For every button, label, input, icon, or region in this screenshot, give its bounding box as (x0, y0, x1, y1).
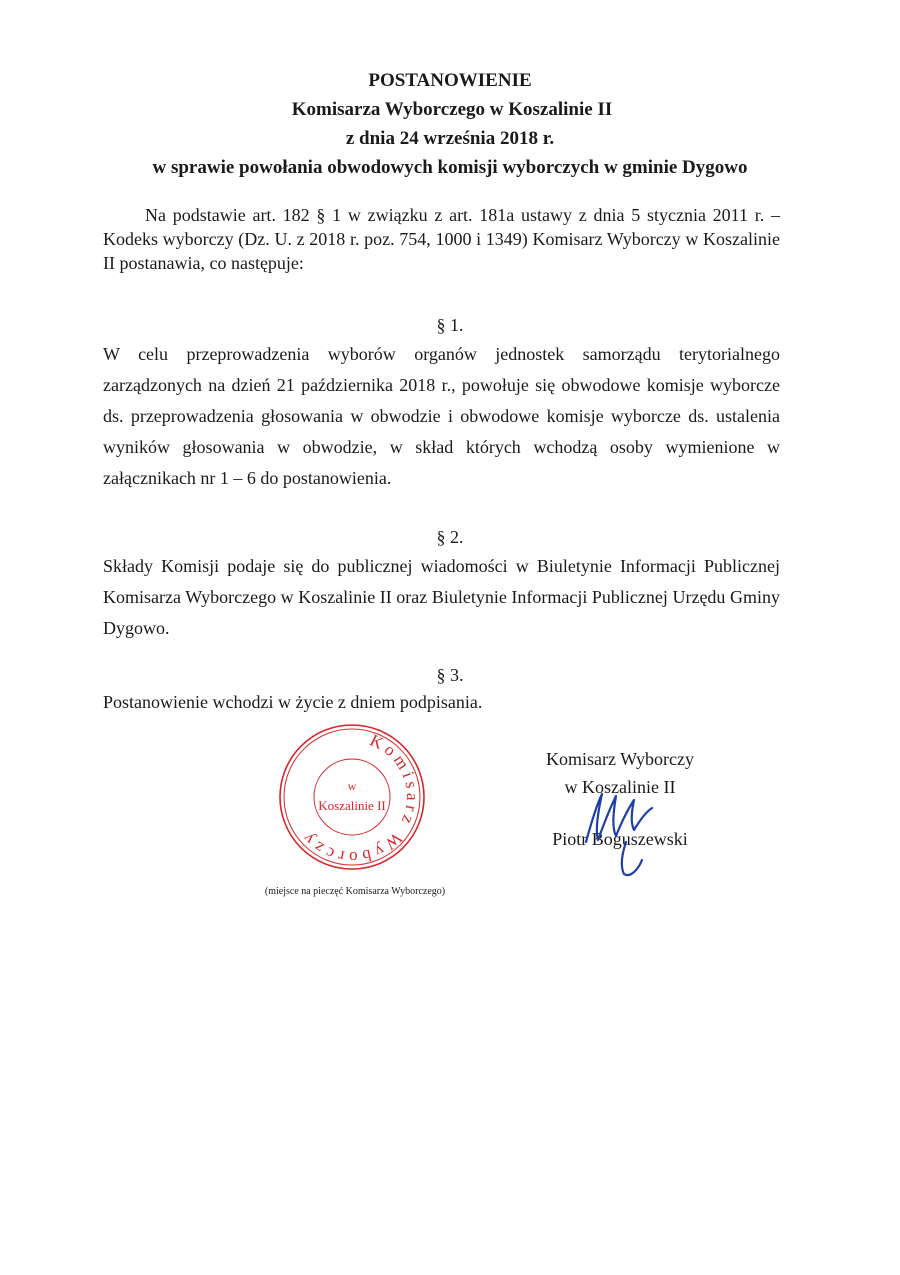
stamp-outer-ring (280, 725, 424, 869)
section-3-text: Postanowienie wchodzi w życie z dniem podpisania. (103, 692, 483, 712)
section-2-text: Składy Komisji podaje się do publicznej wiadomości w Biuletynie Informacji Publicznej Komisarza Wyborczego w Koszalinie II oraz Biuletynie Informacji Publicznej Urzędu Gminy Dygowo. (103, 556, 780, 638)
signatory-role-line1: Komisarz Wyborczy (545, 749, 695, 769)
issuer-line: Komisarza Wyborczego w Koszalinie II (291, 99, 613, 120)
document-title: POSTANOWIENIE (368, 70, 532, 91)
stamp-ring-text: Komisarz Wyborczy (295, 730, 423, 868)
section-2-mark: § 2. (436, 527, 464, 547)
stamp-center-line1: w (347, 779, 357, 793)
intro-paragraph (103, 203, 780, 275)
handwritten-signature (568, 780, 678, 880)
section-1-mark: § 1. (436, 315, 464, 335)
signatory-name: Piotr Boguszewski (552, 829, 688, 849)
date-line: z dnia 24 września 2018 r. (345, 128, 555, 149)
document-header (0, 66, 900, 182)
stamp-center-line2: Koszalinie II (318, 798, 386, 813)
section-3-mark: § 3. (436, 665, 464, 685)
stamp-caption: (miejsce na pieczęć Komisarza Wyborczego) (264, 886, 446, 897)
intro-text: Na podstawie art. 182 § 1 w związku z art. 181a ustawy z dnia 5 stycznia 2011 r. – Kodeks wyborczy (Dz. U. z 2018 r. poz. 754, 1000 i 1349) Komisarz Wyborczy w Koszalinie II postanawia, co następuje: (103, 205, 780, 273)
official-stamp (277, 722, 427, 872)
subject-line: w sprawie powołania obwodowych komisji wyborczych w gminie Dygowo (152, 157, 748, 178)
signatory-role-line2: w Koszalinie II (564, 777, 676, 797)
section-1-text: W celu przeprowadzenia wyborów organów jednostek samorządu terytorialnego zarządzonych na dzień 21 października 2018 r., powołuje się obwodowe komisje wyborcze ds. przeprowadzenia głosowania w obwodzie i obwodowe komisje wyborcze ds. ustalenia wyników głosowania w obwodzie, w skład których wchodzą osoby wymienione w załącznikach nr 1 – 6 do postanowienia. (103, 344, 780, 488)
stamp-center-circle (314, 759, 390, 835)
